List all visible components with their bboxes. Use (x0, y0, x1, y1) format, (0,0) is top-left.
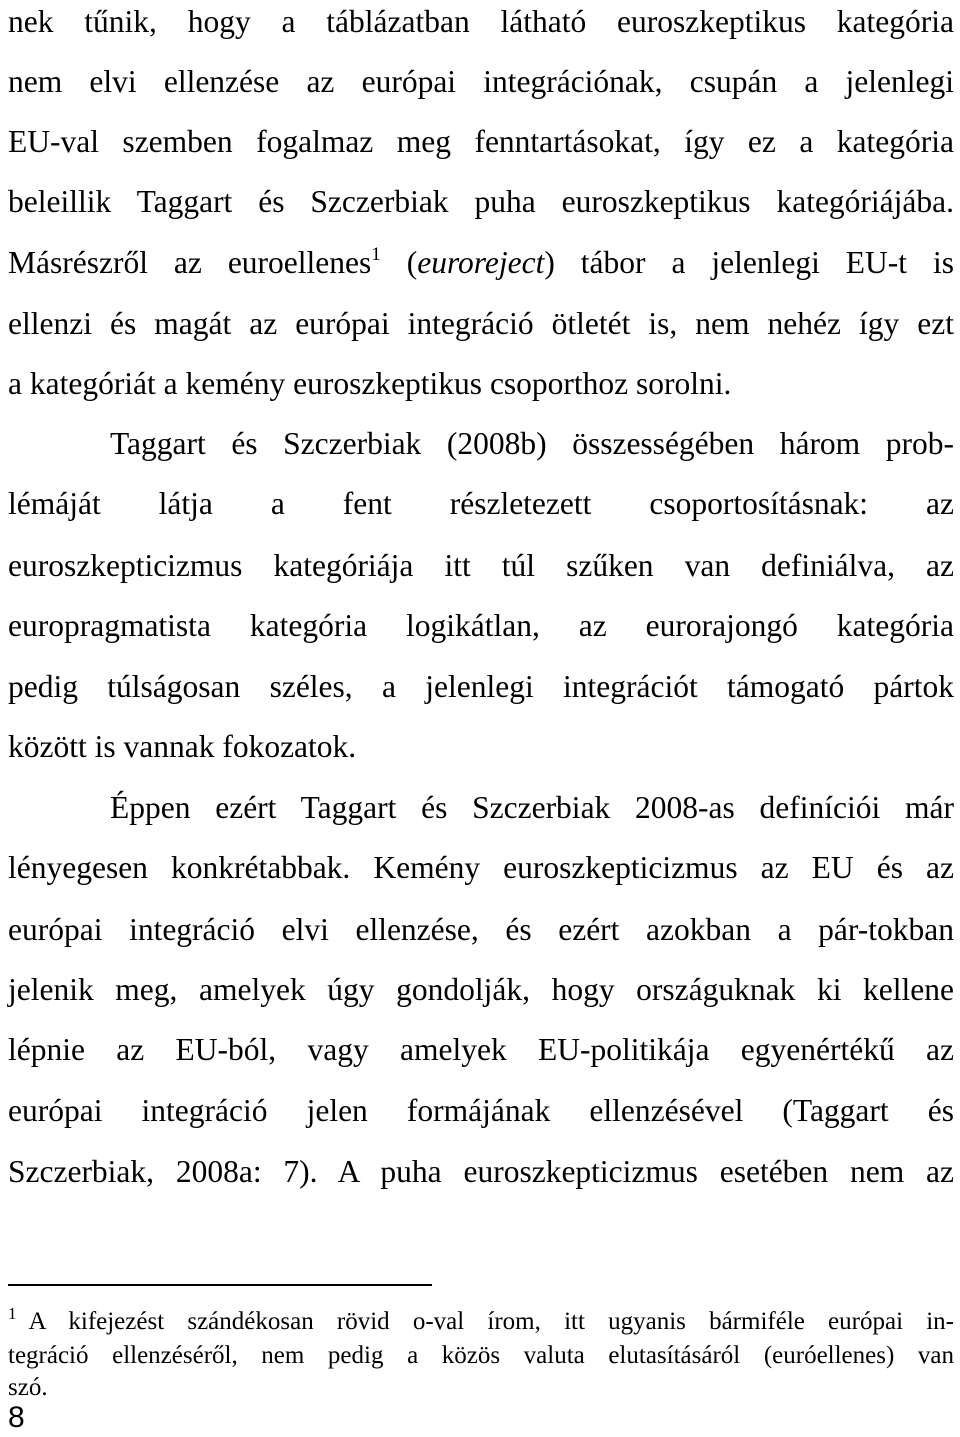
body-line: Taggart és Szczerbiak (2008b) összességében három prob- (110, 426, 954, 461)
body-text: ( (380, 245, 418, 280)
body-line: lényegesen konkrétabbak. Kemény euroszkepticizmus az EU és az (8, 850, 954, 885)
body-line: jelenik meg, amelyek úgy gondolják, hogy országuknak ki kellene (8, 972, 954, 1007)
body-line (8, 243, 954, 283)
body-line: nek tűnik, hogy a táblázatban látható euroszkeptikus kategória (8, 4, 954, 39)
body-line: beleillik Taggart és Szczerbiak puha euroszkeptikus kategóriájába. (8, 184, 954, 219)
body-line: nem elvi ellenzése az európai integrációnak, csupán a jelenlegi (8, 64, 954, 99)
footnote-marker: 1 (8, 1304, 17, 1323)
body-line: lépnie az EU-ból, vagy amelyek EU-politikája egyenértékű az (8, 1032, 954, 1067)
body-text: Másrészről az euroellenes (8, 245, 372, 280)
body-line: Éppen ezért Taggart és Szczerbiak 2008-as definíciói már (110, 790, 954, 825)
footnote-text: A kifejezést szándékosan rövid o-val írom, itt ugyanis bármiféle európai in- (28, 1308, 954, 1335)
body-line: európai integráció jelen formájának ellenzésével (Taggart és (8, 1093, 954, 1128)
body-line: lémáját látja a fent részletezett csoportosításnak: az (8, 486, 954, 521)
body-line: EU-val szemben fogalmaz meg fenntartásokat, így ez a kategória (8, 124, 954, 159)
body-line: euroszkepticizmus kategóriája itt túl szűken van definiálva, az (8, 548, 954, 583)
body-line: európai integráció elvi ellenzése, és ezért azokban a pár-tokban (8, 912, 954, 947)
body-line: között is vannak fokozatok. (8, 729, 357, 764)
page-number: 8 (8, 1401, 25, 1434)
body-line: ellenzi és magát az európai integráció ötletét is, nem nehéz így ezt (8, 306, 954, 341)
body-line: a kategóriát a kemény euroszkeptikus csoporthoz sorolni. (8, 366, 732, 401)
footnote-line: tegráció ellenzéséről, nem pedig a közös valuta elutasításáról (euróellenes) van (8, 1342, 954, 1369)
body-line: europragmatista kategória logikátlan, az eurorajongó kategória (8, 608, 954, 643)
body-line: pedig túlságosan széles, a jelenlegi integrációt támogató pártok (8, 669, 954, 704)
footnote-reference: 1 (371, 244, 381, 265)
footnote-separator (8, 1284, 432, 1286)
body-line: Szczerbiak, 2008a: 7). A puha euroszkepticizmus esetében nem az (8, 1154, 954, 1189)
footnote-line (8, 1306, 954, 1338)
footnote-line: szó. (8, 1374, 48, 1401)
italic-term: euroreject (417, 245, 545, 280)
body-text: ) tábor a jelenlegi EU-t is (544, 245, 954, 280)
